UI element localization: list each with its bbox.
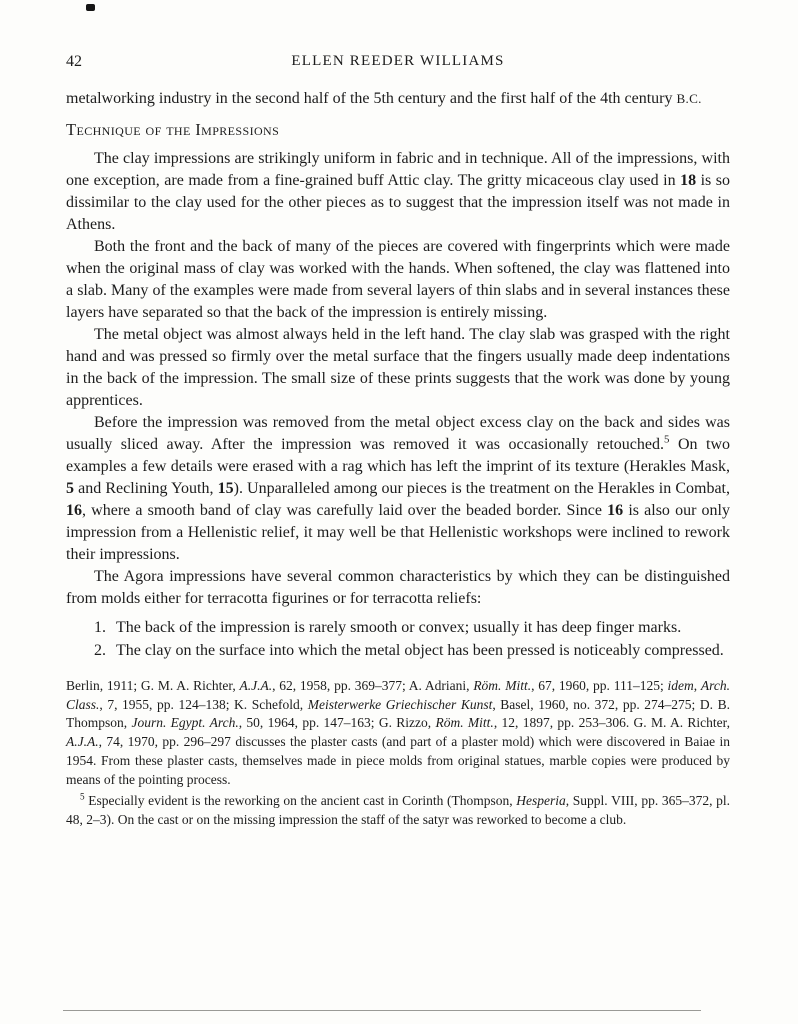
page-bottom-rule (63, 1010, 701, 1011)
list-item-number: 1. (94, 619, 106, 636)
footnote-continuation: Berlin, 1911; G. M. A. Richter, A.J.A., 62, 1958, pp. 369–377; A. Adriani, Röm. Mitt., 67, 1960, pp. 111–125; idem, Arch. Class., 7, 1955, pp. 124–138; K. Schefold, Meisterwerke Griechischer Kunst, Basel, 1960, no. 372, pp. 274–275; D. B. Thompson, Journ. Egypt. Arch., 50, 1964, pp. 147–163; G. Rizzo, Röm. Mitt., 12, 1897, pp. 253–306. G. M. A. Richter, A.J.A., 74, 1970, pp. 296–297 discusses the plaster casts (and part of a plaster mold) which were discovered in Baiae in 1954. From these plaster casts, themselves made in piece molds from original statues, marble copies were produced by means of the pointing process. (66, 678, 731, 787)
page-body (66, 88, 730, 830)
running-head: ELLEN REEDER WILLIAMS (291, 53, 505, 69)
body-paragraph: The metal object was almost always held in the left hand. The clay slab was grasped with the right hand and was pressed so firmly over the metal surface that the fingers usually made deep indentations in the back of the impression. The small size of these prints suggests that the work was done by young apprentices. (66, 326, 730, 409)
page-header (66, 53, 730, 70)
body-paragraph-continuation: metalworking industry in the second half of the 5th century and the first half of the 4th century B.C. (66, 90, 702, 107)
footnotes-section (66, 677, 730, 830)
footnote-5: $^5$ Especially evident is the reworking on the ancient cast in Corinth (Thompson, Hesperia, Suppl. VIII, pp. 365–372, pl. 48, 2–3). On the cast or on the missing impression the staff of the satyr was reworked to become a club. (66, 791, 730, 827)
body-paragraph: Before the impression was removed from the metal object excess clay on the back and sides was usually sliced away. After the impression was removed it was occasionally retouched.$^5$ On two examples a few details were erased with a rag which has left the imprint of its texture (Herakles Mask, 5 and Reclining Youth, 15). Unparalleled among our pieces is the treatment on the Herakles in Combat, 16, where a smooth band of clay was carefully laid over the beaded border. Since 16 is also our only impression from a Hellenistic relief, it may well be that Hellenistic workshops were inclined to rework their impressions. (66, 414, 731, 563)
list-item (94, 640, 730, 662)
body-paragraph: The Agora impressions have several common characteristics by which they can be distinguished from molds either for terracotta figurines or for terracotta reliefs: (66, 568, 730, 607)
list-item-text: The clay on the surface into which the metal object has been pressed is noticeably compressed. (116, 642, 724, 659)
list-item (94, 617, 730, 639)
list-item-text: The back of the impression is rarely smooth or convex; usually it has deep finger marks. (116, 619, 682, 636)
list-item-number: 2. (94, 642, 106, 659)
page-number: 42 (66, 53, 82, 70)
scan-artifact (86, 4, 95, 11)
numbered-list (94, 617, 730, 662)
body-paragraph: The clay impressions are strikingly uniform in fabric and in technique. All of the impressions, with one exception, are made from a fine-grained buff Attic clay. The gritty micaceous clay used in 18 is so dissimilar to the clay used for the other pieces as to suggest that the impression itself was not made in Athens. (66, 150, 731, 233)
body-paragraph: Both the front and the back of many of the pieces are covered with fingerprints which were made when the original mass of clay was worked with the hands. When softened, the clay was flattened into a slab. Many of the examples were made from several layers of thin slabs and in several instances these layers have separated so that the back of the impression is entirely missing. (66, 238, 730, 321)
section-heading: Technique of the Impressions (66, 120, 280, 139)
